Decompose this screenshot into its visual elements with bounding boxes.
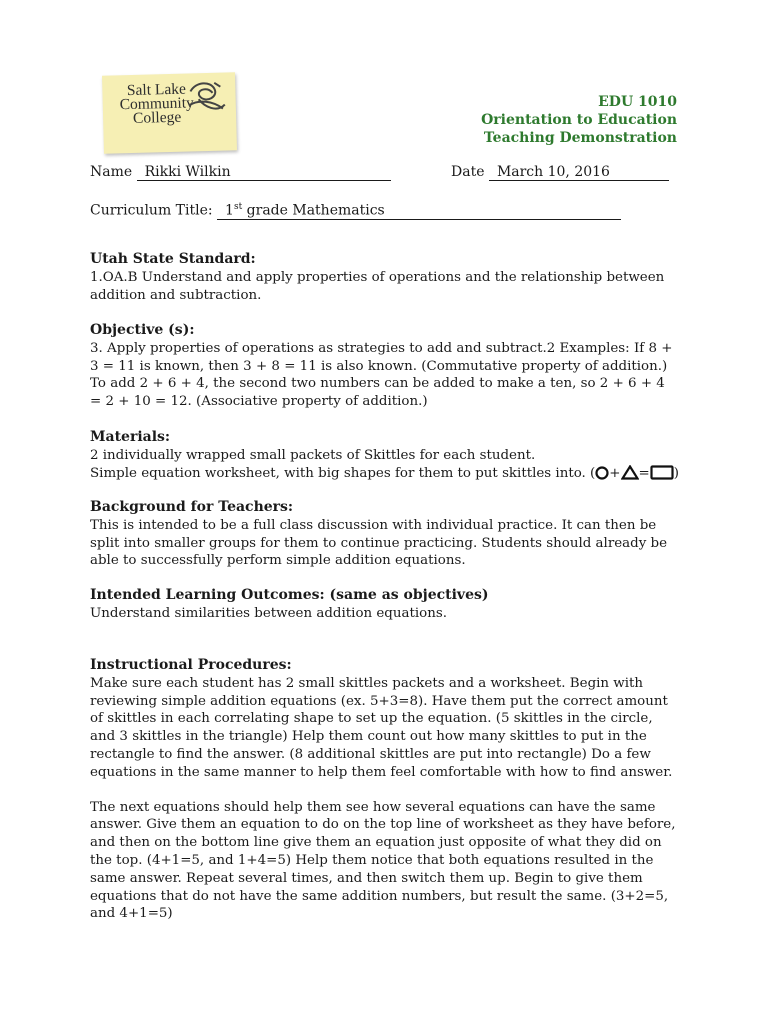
materials-close: ): [673, 465, 679, 481]
standard-body: 1.OA.B Understand and apply properties of operations and the relationship between addition and subtraction.: [90, 269, 665, 303]
materials-plus: +: [609, 465, 621, 481]
date-label: Date: [451, 164, 485, 180]
outcomes-body: Understand similarities between addition equations.: [90, 605, 447, 621]
materials-equals: =: [638, 465, 650, 481]
circle-shape-icon: [595, 466, 609, 480]
logo-line-1: Salt Lake: [126, 80, 187, 100]
curriculum-grade-number: 1: [225, 202, 234, 219]
date-value: March 10, 2016: [489, 165, 669, 181]
procedures-paragraph-2: The next equations should help them see how several equations can have the same answer. Give them an equation to do on the top line of worksheet as they have before, and then on the bottom line give them an equation just opposite of what they did on the top. (4+1=5, and 1+4=5) Help them notice that both equations resulted in the same answer. Repeat several times, and then switch them up. Begin to give them equations that do not have the same addition numbers, but result the same. (3+2=5, and 4+1=5): [90, 799, 676, 922]
course-code: EDU 1010: [598, 94, 677, 110]
name-label: Name: [90, 164, 133, 180]
logo-line-2: Community: [119, 94, 194, 114]
course-name: Orientation to Education: [481, 112, 677, 128]
curriculum-field: [90, 200, 621, 220]
objective-section: [90, 322, 680, 411]
procedures-section: [90, 657, 680, 923]
logo-emblem-icon: [184, 78, 229, 119]
name-value: Rikki Wilkin: [137, 165, 391, 181]
name-field: [90, 164, 391, 181]
rectangle-shape-icon: [650, 465, 674, 480]
college-logo: [102, 72, 237, 153]
course-subtitle: Teaching Demonstration: [483, 130, 677, 146]
curriculum-value: [217, 200, 621, 220]
curriculum-label: Curriculum Title:: [90, 202, 213, 219]
materials-heading: Materials:: [90, 429, 171, 445]
logo-line-3: College: [132, 108, 182, 127]
outcomes-heading: Intended Learning Outcomes: (same as objectives): [90, 587, 489, 603]
materials-section: [90, 429, 680, 485]
procedures-heading: Instructional Procedures:: [90, 657, 292, 673]
curriculum-grade-suffix: st: [233, 202, 243, 212]
background-heading: Background for Teachers:: [90, 499, 294, 515]
course-heading: [481, 93, 677, 147]
curriculum-subject: grade Mathematics: [242, 202, 385, 219]
background-body: This is intended to be a full class discussion with individual practice. It can then be split into smaller groups for them to continue practicing. Students should already be able to successfully perform simple addition equations.: [90, 517, 668, 569]
date-field: [451, 164, 669, 181]
objective-body: 3. Apply properties of operations as strategies to add and subtract.2 Examples: If 8 + 3 = 11 is known, then 3 + 8 = 11 is also known. (Commutative property of addition.) To add 2 + 6 + 4, the second two numbers can be added to make a ten, so 2 + 6 + 4 = 2 + 10 = 12. (Associative property of addition.): [90, 340, 673, 410]
triangle-shape-wrapper: [621, 465, 639, 486]
standard-section: [90, 251, 680, 304]
triangle-shape-icon: [621, 465, 639, 480]
materials-line-2-text: Simple equation worksheet, with big shapes for them to put skittles into. (: [90, 465, 596, 481]
rectangle-shape-wrapper: [650, 465, 674, 486]
outcomes-section: [90, 587, 680, 623]
materials-line-1: 2 individually wrapped small packets of Skittles for each student.: [90, 447, 536, 463]
procedures-paragraph-1: Make sure each student has 2 small skittles packets and a worksheet. Begin with reviewing simple addition equations (ex. 5+3=8). Have them put the correct amount of skittles in each correlating shape to set up the equation. (5 skittles in the circle, and 3 skittles in the triangle) Help them count out how many skittles to put in the rectangle to find the answer. (8 additional skittles are put into rectangle) Do a few equations in the same manner to help them feel comfortable with how to find answer.: [90, 675, 673, 780]
standard-heading: Utah State Standard:: [90, 251, 256, 267]
background-section: [90, 499, 680, 570]
objective-heading: Objective (s):: [90, 322, 195, 338]
equation-shapes: [595, 466, 609, 486]
materials-line-2: [90, 465, 680, 486]
